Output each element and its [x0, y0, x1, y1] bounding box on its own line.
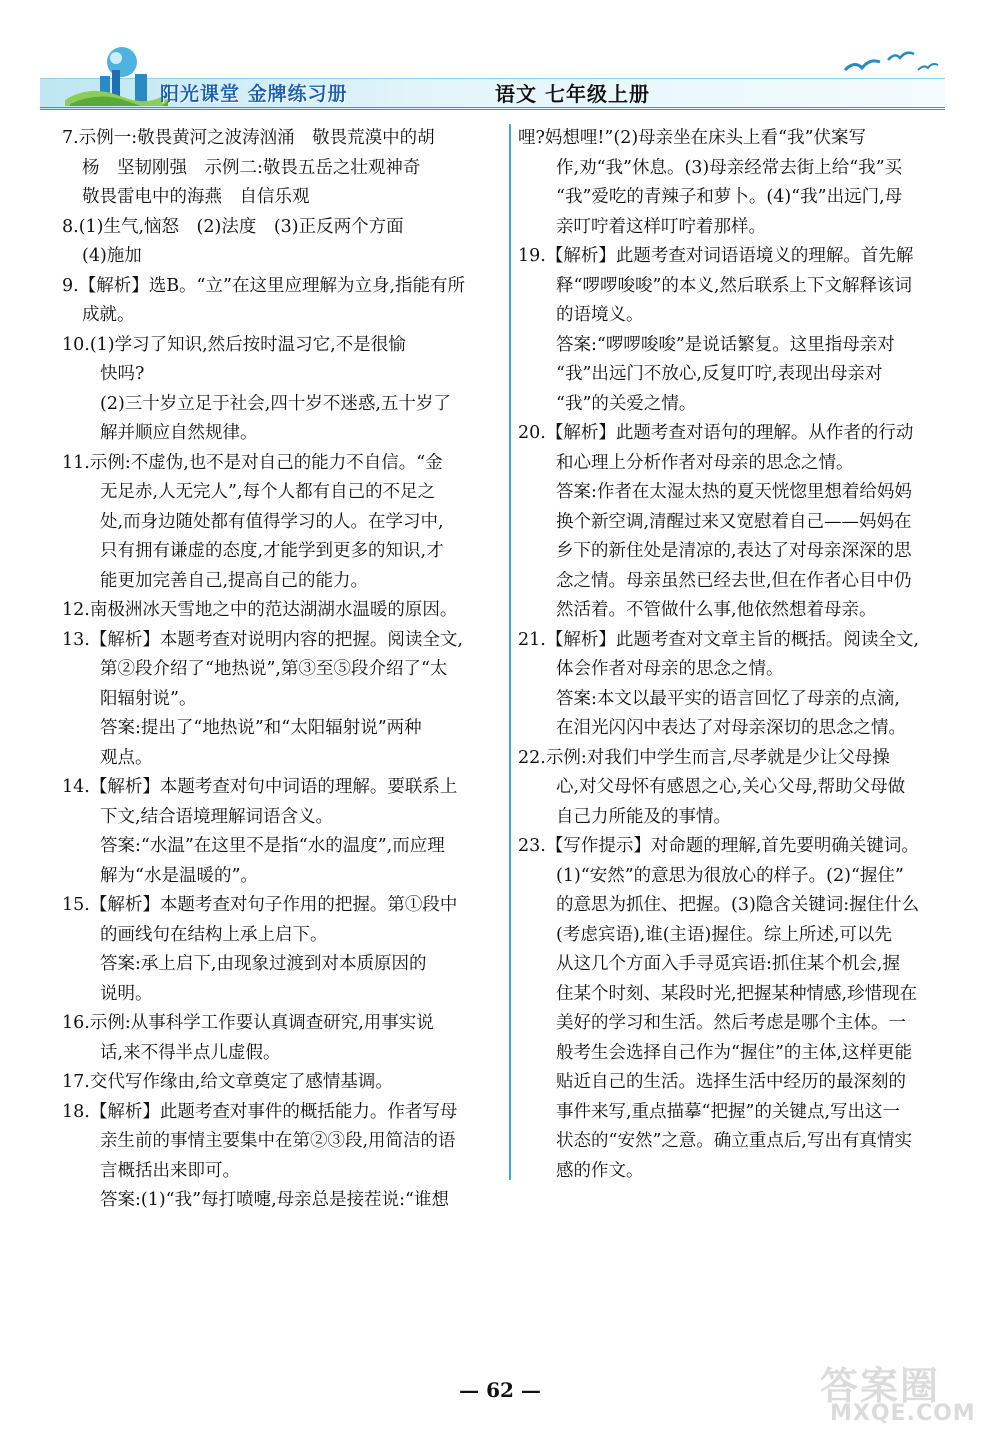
text-line: 8.(1)生气,恼怒 (2)法度 (3)正反两个方面 [62, 216, 404, 237]
answer-item [518, 744, 950, 833]
left-column [62, 124, 502, 1216]
text-line: 无足赤,人无完人”,每个人都有自己的不足之 [100, 482, 436, 502]
text-line: 自己力所能及的事情。 [556, 806, 731, 827]
text-line: 7.示例一:敬畏黄河之波涛汹涌 敬畏荒漠中的胡 [62, 128, 435, 148]
text-line: “我”出远门不放心,反复叮咛,表现出母亲对 [556, 364, 883, 384]
answer-item [62, 891, 502, 1009]
text-line: 念之情。母亲虽然已经去世,但在作者心目中仍 [556, 570, 912, 591]
answer-item [62, 1009, 502, 1068]
answer-item [62, 596, 502, 626]
text-line: 和心理上分析作者对母亲的思念之情。 [556, 452, 854, 473]
text-line: 解为“水是温暖的”。 [100, 865, 258, 886]
page-header [40, 30, 945, 110]
text-line: 说明。 [100, 983, 153, 1004]
right-column [518, 124, 950, 1186]
text-line: 16.示例:从事科学工作要认真调查研究,用事实说 [62, 1013, 434, 1033]
answer-item [62, 331, 502, 449]
answer-item [518, 832, 950, 1186]
text-line: 住某个时刻、某段时光,把握某种情感,珍惜现在 [556, 983, 918, 1004]
text-line: 话,来不得半点儿虚假。 [100, 1042, 281, 1063]
text-line: 成就。 [82, 305, 135, 325]
text-line: 能更加完善自己,提高自己的能力。 [100, 570, 369, 591]
brand-title: 阳光课堂 金牌练习册 [160, 83, 348, 105]
text-line: 的画线句在结构上承上启下。 [100, 924, 328, 945]
text-line: 换个新空调,清醒过来又宽慰着自己——妈妈在 [556, 511, 912, 532]
text-line: 言概括出来即可。 [100, 1160, 240, 1181]
text-line: “我”的关爱之情。 [556, 393, 697, 414]
text-line: 心,对父母怀有感恩之心,关心父母,帮助父母做 [556, 777, 906, 797]
answer-item [62, 213, 502, 272]
text-line: 14.【解析】本题考查对句中词语的理解。要联系上 [62, 777, 458, 797]
text-line: 下文,结合语境理解词语含义。 [100, 806, 334, 827]
text-line: 亲叮咛着这样叮咛着那样。 [556, 216, 766, 237]
text-line: 作,劝“我”休息。(3)母亲经常去街上给“我”买 [556, 157, 903, 178]
text-line: (1)“安然”的意思为很放心的样子。(2)“握住” [556, 865, 904, 886]
text-line: 观点。 [100, 747, 153, 768]
answer-item [62, 272, 502, 331]
page-number: — 62 — [459, 1378, 541, 1402]
text-line: “我”爱吃的青辣子和萝卜。(4)“我”出远门,母 [556, 187, 903, 207]
watermark-url: MXQE.COM [830, 1401, 976, 1426]
answer-item [62, 1068, 502, 1098]
text-line: 答案:本文以最平实的语言回忆了母亲的点滴, [556, 688, 900, 709]
text-line: 贴近自己的生活。选择生活中经历的最深刻的 [556, 1072, 906, 1092]
text-line: 然活着。不管做什么事,他依然想着母亲。 [556, 600, 877, 620]
text-line: (4)施加 [82, 246, 142, 266]
watermark [820, 1355, 990, 1433]
text-line: 般考生会选择自己作为“握住”的主体,这样更能 [556, 1042, 912, 1063]
text-line: 阳辐射说”。 [100, 688, 197, 709]
subject-title: 语文 七年级上册 [495, 82, 650, 106]
birds-icon [840, 40, 940, 90]
answer-item [62, 1098, 502, 1216]
text-line: 10.(1)学习了知识,然后按时温习它,不是很愉 [62, 334, 406, 355]
watermark-logo-text: 答案圈 [820, 1364, 941, 1408]
text-line: 敬畏雷电中的海燕 自信乐观 [82, 187, 310, 207]
text-line: 在泪光闪闪中表达了对母亲深切的思念之情。 [556, 718, 906, 738]
text-line: 答案:提出了“地热说”和“太阳辐射说”两种 [100, 718, 422, 738]
text-line: 11.示例:不虚伪,也不是对自己的能力不自信。“金 [62, 452, 443, 473]
text-line: (2)三十岁立足于社会,四十岁不迷惑,五十岁了 [100, 393, 451, 414]
text-line: 答案:“啰啰唆唆”是说话繁复。这里指母亲对 [556, 334, 895, 355]
text-line: 22.示例:对我们中学生而言,尽孝就是少让父母操 [518, 747, 890, 768]
text-line: 9.【解析】选B。“立”在这里应理解为立身,指能有所 [62, 275, 466, 296]
answer-item [62, 449, 502, 597]
answer-item [62, 773, 502, 891]
text-line: 21.【解析】此题考查对文章主旨的概括。阅读全文, [518, 629, 919, 650]
answer-item [62, 124, 502, 213]
text-line: 20.【解析】此题考查对语句的理解。从作者的行动 [518, 423, 914, 443]
text-line: 12.南极洲冰天雪地之中的范达湖湖水温暖的原因。 [62, 600, 458, 620]
text-line: 处,而身边随处都有值得学习的人。在学习中, [100, 511, 444, 532]
text-line: 19.【解析】此题考查对词语语境义的理解。首先解 [518, 246, 914, 266]
logo-icon [60, 40, 170, 106]
text-line: 的意思为抓住、把握。(3)隐含关键词:握住什么 [556, 895, 920, 915]
text-line: 答案:(1)“我”每打喷嚏,母亲总是接茬说:“谁想 [100, 1190, 449, 1210]
text-line: 释“啰啰唆唆”的本义,然后联系上下文解释该词 [556, 275, 912, 296]
text-line: 答案:作者在太湿太热的夏天恍惚里想着给妈妈 [556, 482, 912, 502]
text-line: 感的作文。 [556, 1160, 644, 1181]
text-line: 17.交代写作缘由,给文章奠定了感情基调。 [62, 1072, 393, 1092]
text-line: 体会作者对母亲的思念之情。 [556, 659, 784, 679]
answer-item [518, 242, 950, 419]
text-line: 只有拥有谦虚的态度,才能学到更多的知识,才 [100, 541, 444, 561]
text-line: 13.【解析】本题考查对说明内容的把握。阅读全文, [62, 629, 463, 650]
text-line: (考虑宾语),谁(主语)握住。综上所述,可以先 [556, 924, 892, 945]
text-line: 杨 坚韧刚强 示例二:敬畏五岳之壮观神奇 [82, 157, 421, 178]
text-line: 快吗? [100, 364, 145, 384]
text-line: 亲生前的事情主要集中在第②③段,用简洁的语 [100, 1131, 456, 1151]
text-line: 答案:“水温”在这里不是指“水的温度”,而应理 [100, 836, 445, 856]
text-line: 18.【解析】此题考查对事件的概括能力。作者写母 [62, 1101, 458, 1122]
text-line: 哩?妈想哩!”(2)母亲坐在床头上看“我”伏案写 [518, 128, 867, 148]
text-line: 状态的“安然”之意。确立重点后,写出有真情实 [556, 1131, 912, 1151]
text-line: 15.【解析】本题考查对句子作用的把握。第①段中 [62, 895, 458, 915]
text-line: 从这几个方面入手寻觅宾语:抓住某个机会,握 [556, 954, 900, 974]
answer-item [518, 419, 950, 626]
column-divider [509, 124, 511, 1180]
answer-item [518, 626, 950, 744]
text-line: 事件来写,重点描摹“把握”的关键点,写出这一 [556, 1101, 901, 1122]
text-line: 解并顺应自然规律。 [100, 423, 258, 443]
text-line: 答案:承上启下,由现象过渡到对本质原因的 [100, 954, 427, 974]
answer-item [62, 626, 502, 774]
text-line: 的语境义。 [556, 305, 644, 325]
text-line: 美好的学习和生活。然后考虑是哪个主体。一 [556, 1013, 906, 1033]
text-line: 第②段介绍了“地热说”,第③至⑤段介绍了“太 [100, 659, 448, 679]
text-line: 23.【写作提示】对命题的理解,首先要明确关键词。 [518, 836, 919, 856]
text-line: 乡下的新住处是清凉的,表达了对母亲深深的思 [556, 541, 912, 561]
answer-item [518, 124, 950, 242]
